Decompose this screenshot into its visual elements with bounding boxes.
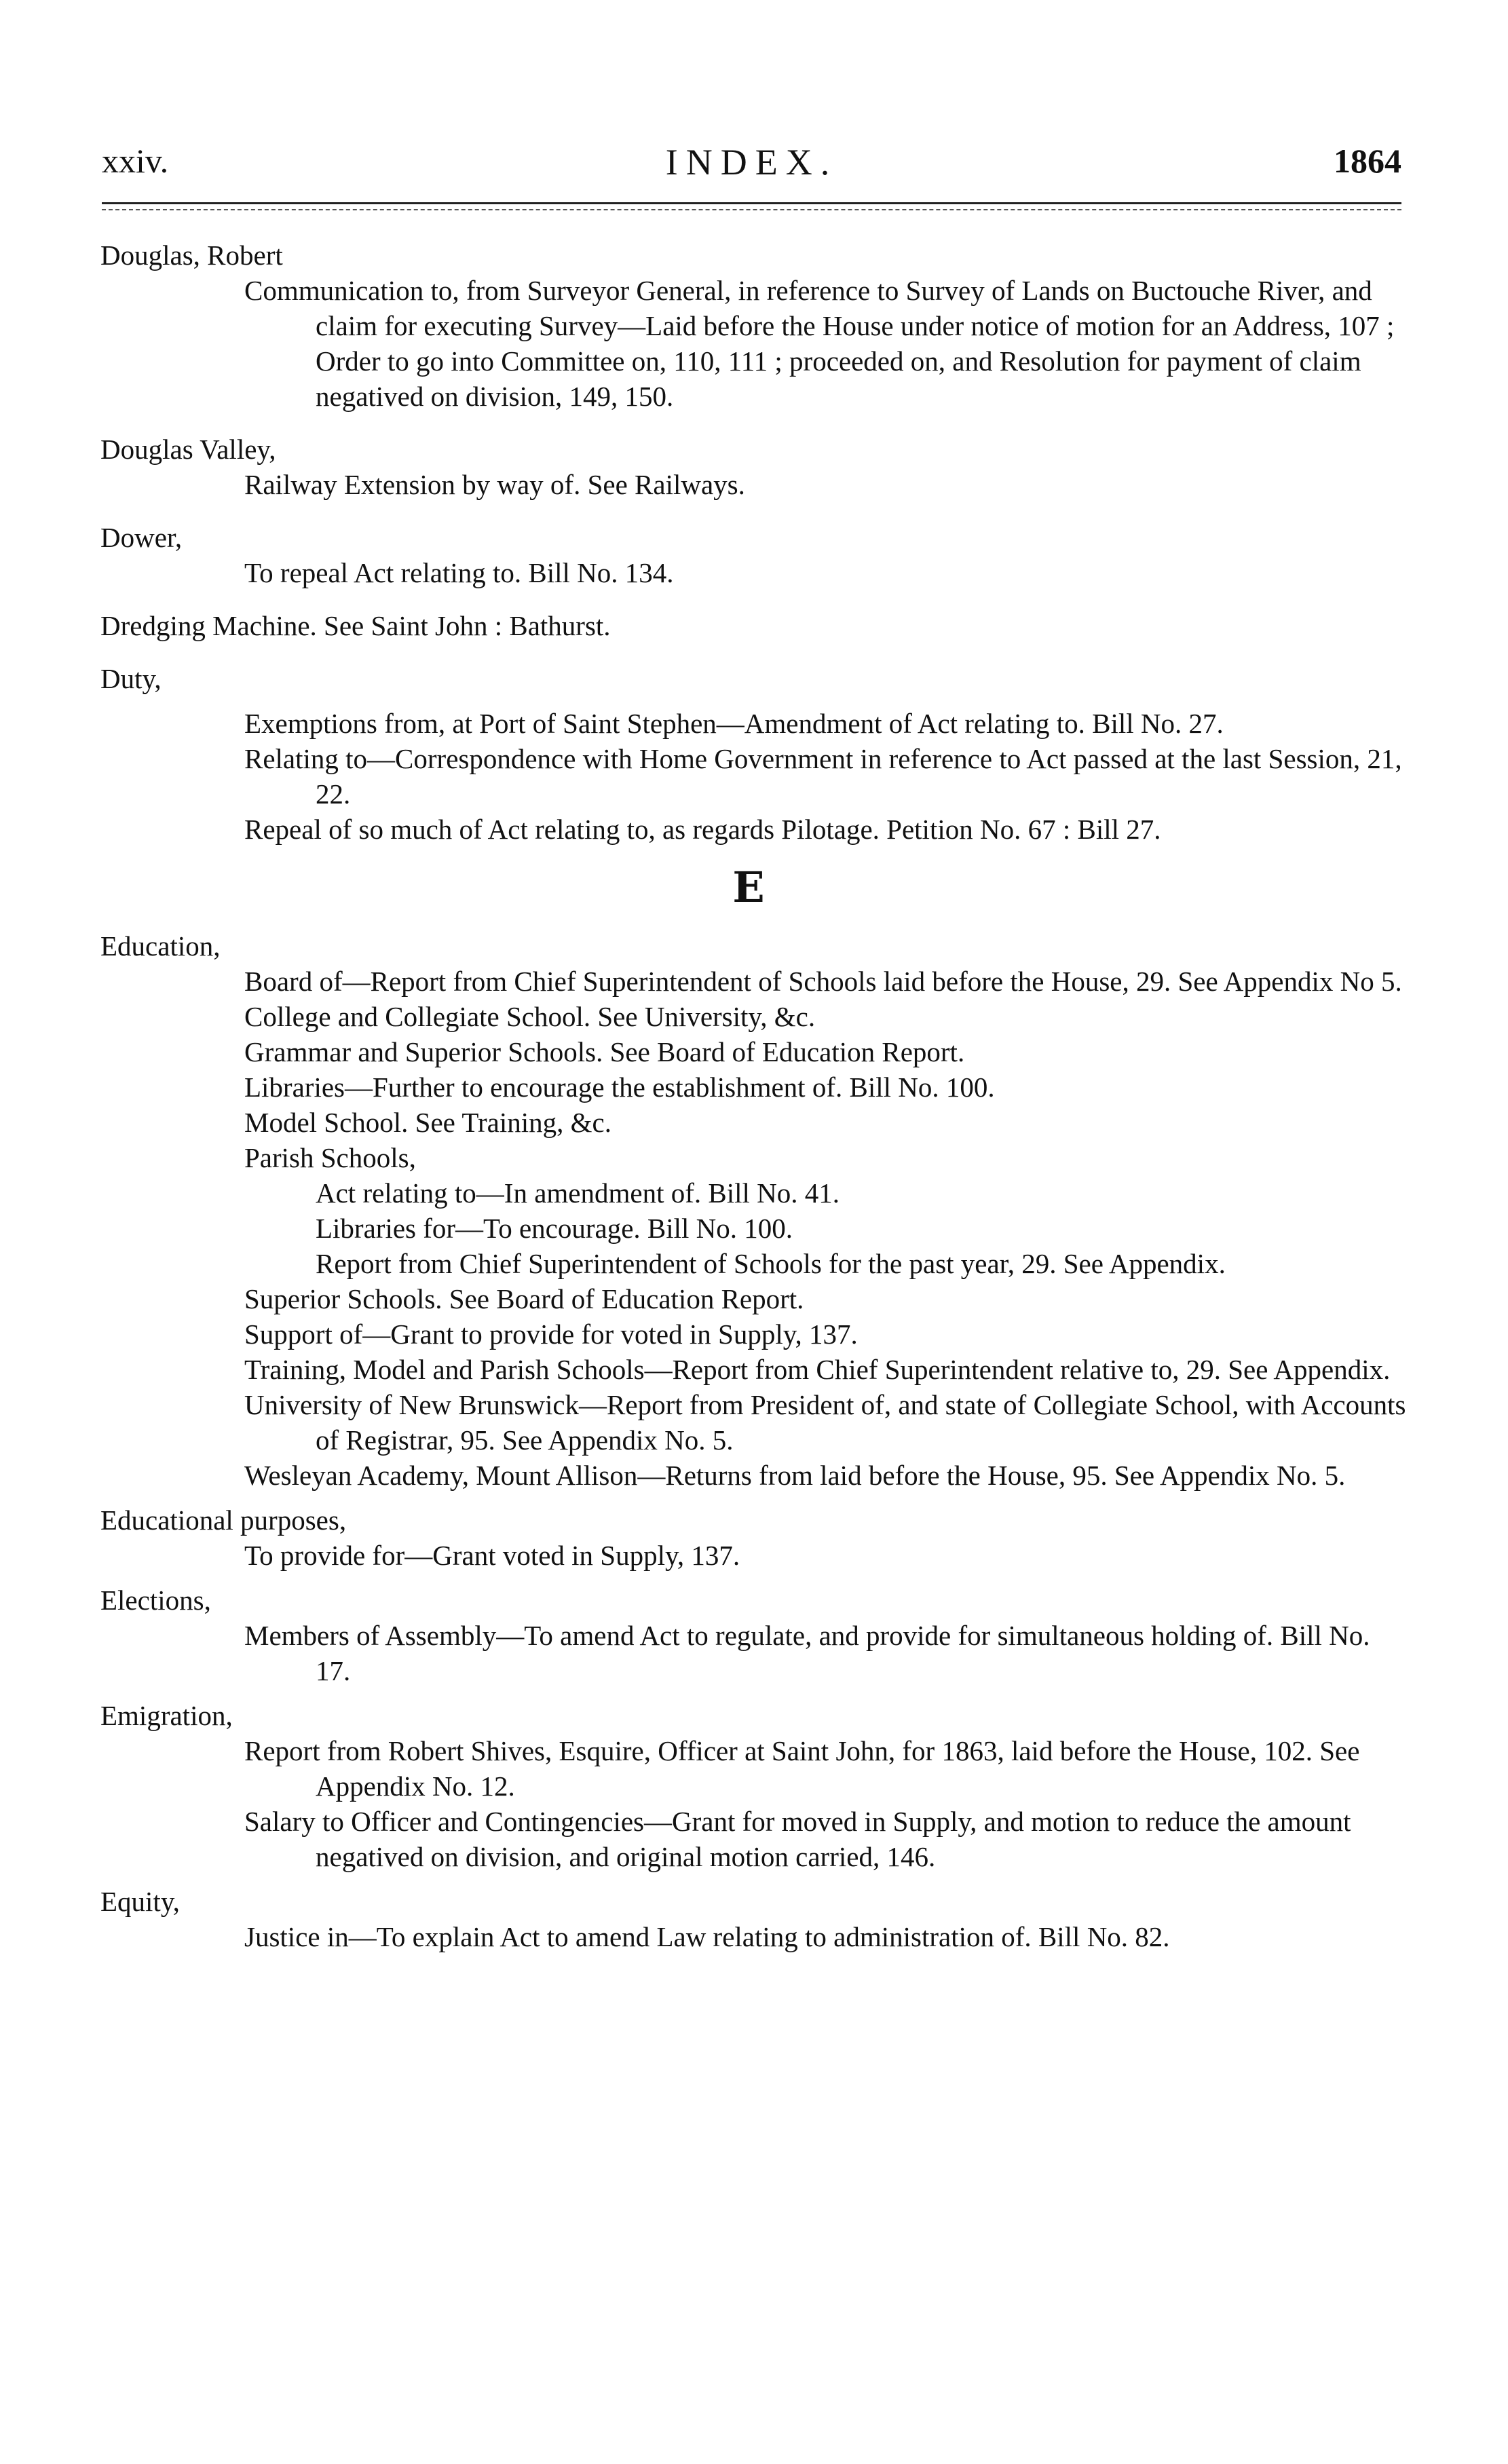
entry-text: Salary to Officer and Contingencies—Grant for moved in Supply, and motion to reduce the amount negatived on division, and original motion carried, 146. xyxy=(244,1806,1351,1872)
entry-heading: Equity, xyxy=(100,1886,180,1917)
entry-text: Parish Schools, xyxy=(244,1142,416,1173)
header-rule-secondary xyxy=(102,209,1401,210)
index-body xyxy=(100,238,1410,1954)
entry-text: College and Collegiate School. See University, &c. xyxy=(244,1001,816,1032)
entry-subitem: Libraries for—To encourage. Bill No. 100. xyxy=(316,1213,793,1244)
entry-text: Board of—Report from Chief Superintendent of Schools laid before the House, 29. See Appendix No 5. xyxy=(244,966,1402,997)
entry-text: Members of Assembly—To amend Act to regulate, and provide for simultaneous holding of. Bill No. 17. xyxy=(244,1620,1370,1686)
entry-text: Communication to, from Surveyor General, in reference to Survey of Lands on Buctouche River, and claim for executing Survey—Laid before the House under notice of motion for an Address, 107 ; Order to go into Committee on, 110, 111 ; proceeded on, and Resolution for payment of claim negatived on division, 149, 150. xyxy=(244,275,1395,412)
entry-text: Training, Model and Parish Schools—Report from Chief Superintendent relative to, 29. See Appendix. xyxy=(244,1354,1391,1385)
page-header xyxy=(102,141,1401,202)
entry-text: Superior Schools. See Board of Education Report. xyxy=(244,1283,804,1314)
entry-text: Wesleyan Academy, Mount Allison—Returns from laid before the House, 95. See Appendix No. 5. xyxy=(244,1460,1346,1491)
entry-text: Relating to—Correspondence with Home Government in reference to Act passed at the last Session, 21, 22. xyxy=(244,743,1402,810)
entry-heading: Douglas Valley, xyxy=(100,434,276,465)
header-rule xyxy=(102,202,1401,204)
page-title: INDEX. xyxy=(665,142,838,183)
entry-text: Railway Extension by way of. See Railways. xyxy=(244,469,745,500)
entry-subitem: Act relating to—In amendment of. Bill No. 41. xyxy=(316,1177,840,1209)
entry-subitem: Report from Chief Superintendent of Schools for the past year, 29. See Appendix. xyxy=(316,1248,1226,1279)
entry-heading: Elections, xyxy=(100,1585,211,1616)
section-letter: E xyxy=(732,863,765,912)
entry-text: To provide for—Grant voted in Supply, 137. xyxy=(244,1540,740,1571)
entry-heading: Douglas, Robert xyxy=(100,240,283,271)
entry-heading: Dower, xyxy=(100,522,183,553)
entry-text: Support of—Grant to provide for voted in Supply, 137. xyxy=(244,1319,858,1350)
header-year: 1864 xyxy=(1334,142,1401,180)
page-number: xxiv. xyxy=(102,142,169,180)
entry-heading: Education, xyxy=(100,930,221,962)
entry-text: Exemptions from, at Port of Saint Stephen—Amendment of Act relating to. Bill No. 27. xyxy=(244,708,1224,739)
entry-text: Report from Robert Shives, Esquire, Officer at Saint John, for 1863, laid before the House, 102. See Appendix No. 12. xyxy=(244,1735,1360,1802)
entry-text: To repeal Act relating to. Bill No. 134. xyxy=(244,557,674,588)
entry-heading: Educational purposes, xyxy=(100,1504,347,1536)
entry-heading: Dredging Machine. See Saint John : Bathurst. xyxy=(100,610,611,641)
entry-text: Repeal of so much of Act relating to, as regards Pilotage. Petition No. 67 : Bill 27. xyxy=(244,814,1161,845)
entry-text: University of New Brunswick—Report from President of, and state of Collegiate School, with Accounts of Registrar, 95. See Appendix No. 5. xyxy=(244,1389,1406,1456)
entry-text: Grammar and Superior Schools. See Board of Education Report. xyxy=(244,1036,965,1067)
entry-heading: Emigration, xyxy=(100,1700,233,1731)
entry-text: Libraries—Further to encourage the establishment of. Bill No. 100. xyxy=(244,1072,995,1103)
entry-heading: Duty, xyxy=(100,663,162,694)
entry-text: Model School. See Training, &c. xyxy=(244,1107,611,1138)
entry-text: Justice in—To explain Act to amend Law relating to administration of. Bill No. 82. xyxy=(244,1921,1170,1952)
